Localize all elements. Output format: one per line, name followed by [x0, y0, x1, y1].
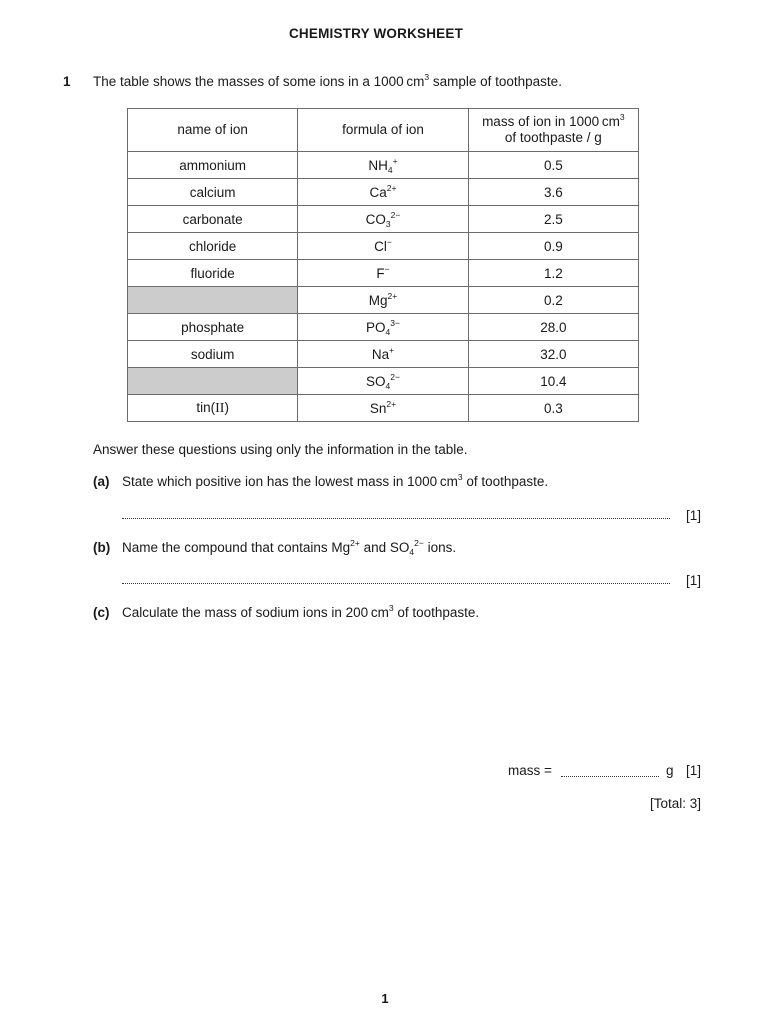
part-b-label: (b)	[93, 540, 111, 555]
header-mass	[468, 109, 638, 152]
ion-name-shaded-cell	[128, 287, 298, 314]
formula-charge: 2−	[390, 209, 401, 220]
header-mass-line1: mass of ion in 1000 cm	[482, 114, 620, 129]
part-a-text-end: of toothpaste.	[462, 474, 549, 489]
ion-name: carbonate	[128, 206, 298, 233]
ion-mass: 0.3	[468, 395, 638, 422]
formula-base: SO	[366, 373, 386, 389]
worksheet-title: CHEMISTRY WORKSHEET	[288, 26, 464, 41]
ion-name-shaded-cell	[128, 368, 298, 395]
header-name-of-ion: name of ion	[128, 109, 298, 152]
header-mass-line2: of toothpaste / g	[504, 130, 602, 145]
formula-base: Cl	[374, 238, 387, 254]
part-b-marks: [1]	[686, 573, 702, 588]
ion-formula	[298, 233, 468, 260]
table-row	[128, 179, 639, 206]
part-c-sup: 3	[388, 603, 394, 613]
ion-name: sodium	[128, 341, 298, 368]
ion-formula	[298, 314, 468, 341]
ion-name: phosphate	[128, 314, 298, 341]
mass-unit: g	[666, 763, 674, 778]
part-b-sup-mg: 2+	[350, 538, 360, 548]
ion-name: chloride	[128, 233, 298, 260]
ion-mass: 32.0	[468, 341, 638, 368]
formula-base: Mg	[368, 292, 388, 308]
formula-charge: 2+	[386, 398, 397, 409]
table-row	[128, 395, 639, 422]
intro-text-end: sample of toothpaste.	[429, 74, 562, 89]
formula-charge: 3−	[390, 317, 400, 328]
formula-charge: 2−	[390, 371, 400, 382]
formula-base: CO	[365, 211, 386, 227]
mass-label: mass =	[508, 763, 552, 778]
ion-formula	[298, 395, 468, 422]
ion-name	[128, 395, 298, 422]
table-row	[128, 152, 639, 179]
mass-answer-line[interactable]	[561, 768, 659, 777]
ion-mass: 10.4	[468, 368, 638, 395]
table-row	[128, 341, 639, 368]
ion-name-prefix: tin(	[196, 399, 216, 415]
table-row	[128, 368, 639, 395]
intro-text: The table shows the masses of some ions in a 1000 cm	[93, 74, 425, 89]
ion-formula	[298, 152, 468, 179]
part-c-text: Calculate the mass of sodium ions in 200 cm	[122, 605, 389, 620]
table-row	[128, 260, 639, 287]
formula-charge: 2+	[386, 182, 397, 193]
table-row	[128, 233, 639, 260]
part-a-label: (a)	[93, 474, 110, 489]
total-marks: [Total: 3]	[650, 796, 702, 811]
part-c-marks: [1]	[686, 763, 702, 778]
formula-charge: 2+	[387, 290, 398, 301]
ion-name-suffix: )	[224, 399, 229, 415]
formula-base: Ca	[369, 184, 387, 200]
part-c-text-end: of toothpaste.	[393, 605, 480, 620]
part-b-sup-so4: 2−	[414, 538, 424, 548]
ion-formula	[298, 287, 468, 314]
ion-formula	[298, 341, 468, 368]
part-b-answer-line[interactable]	[122, 575, 670, 584]
formula-sub: 3	[385, 218, 391, 229]
ion-mass: 28.0	[468, 314, 638, 341]
part-c-question	[122, 605, 479, 620]
instruction-text: Answer these questions using only the information in the table.	[93, 442, 468, 457]
ion-name: fluoride	[128, 260, 298, 287]
question-intro	[93, 74, 562, 89]
ion-name: ammonium	[128, 152, 298, 179]
table-header-row	[128, 109, 639, 152]
ion-formula	[298, 206, 468, 233]
part-a-text: State which positive ion has the lowest mass in 1000 cm	[122, 474, 458, 489]
formula-base: Na	[371, 346, 390, 362]
part-c-label: (c)	[93, 605, 110, 620]
page-number: 1	[381, 991, 389, 1006]
ion-mass: 0.2	[468, 287, 638, 314]
part-a-answer-line[interactable]	[122, 510, 670, 519]
formula-base: Sn	[369, 400, 387, 416]
ion-formula	[298, 179, 468, 206]
formula-charge: +	[389, 344, 395, 355]
question-number: 1	[63, 74, 71, 89]
part-b-question	[122, 540, 456, 555]
formula-base: F	[376, 265, 385, 281]
ion-formula	[298, 368, 468, 395]
ion-name-roman: II	[215, 400, 225, 416]
header-formula-of-ion: formula of ion	[298, 109, 468, 152]
ion-mass: 0.9	[468, 233, 638, 260]
ion-mass: 2.5	[468, 206, 638, 233]
formula-sub: 4	[385, 326, 391, 337]
table-row	[128, 287, 639, 314]
intro-sup: 3	[424, 72, 430, 82]
part-b-text-mid: and SO	[359, 540, 410, 555]
ion-formula	[298, 260, 468, 287]
part-a-sup: 3	[457, 472, 463, 482]
formula-charge: +	[392, 155, 398, 166]
part-b-text: Name the compound that contains Mg	[122, 540, 351, 555]
formula-sub: 4	[385, 380, 391, 391]
part-a-marks: [1]	[686, 508, 702, 523]
formula-base: PO	[366, 319, 386, 335]
formula-base: NH	[368, 157, 388, 173]
table-row	[128, 206, 639, 233]
table-row	[128, 314, 639, 341]
formula-charge: −	[384, 263, 390, 274]
ion-name: calcium	[128, 179, 298, 206]
ion-mass: 0.5	[468, 152, 638, 179]
formula-sub: 4	[387, 164, 393, 175]
part-b-sub-so4: 4	[409, 547, 415, 557]
header-mass-sup: 3	[619, 112, 625, 122]
ion-mass: 3.6	[468, 179, 638, 206]
ion-table	[127, 108, 639, 422]
part-a-question	[122, 474, 548, 489]
part-b-text-end: ions.	[423, 540, 457, 555]
formula-charge: −	[386, 236, 392, 247]
ion-mass: 1.2	[468, 260, 638, 287]
